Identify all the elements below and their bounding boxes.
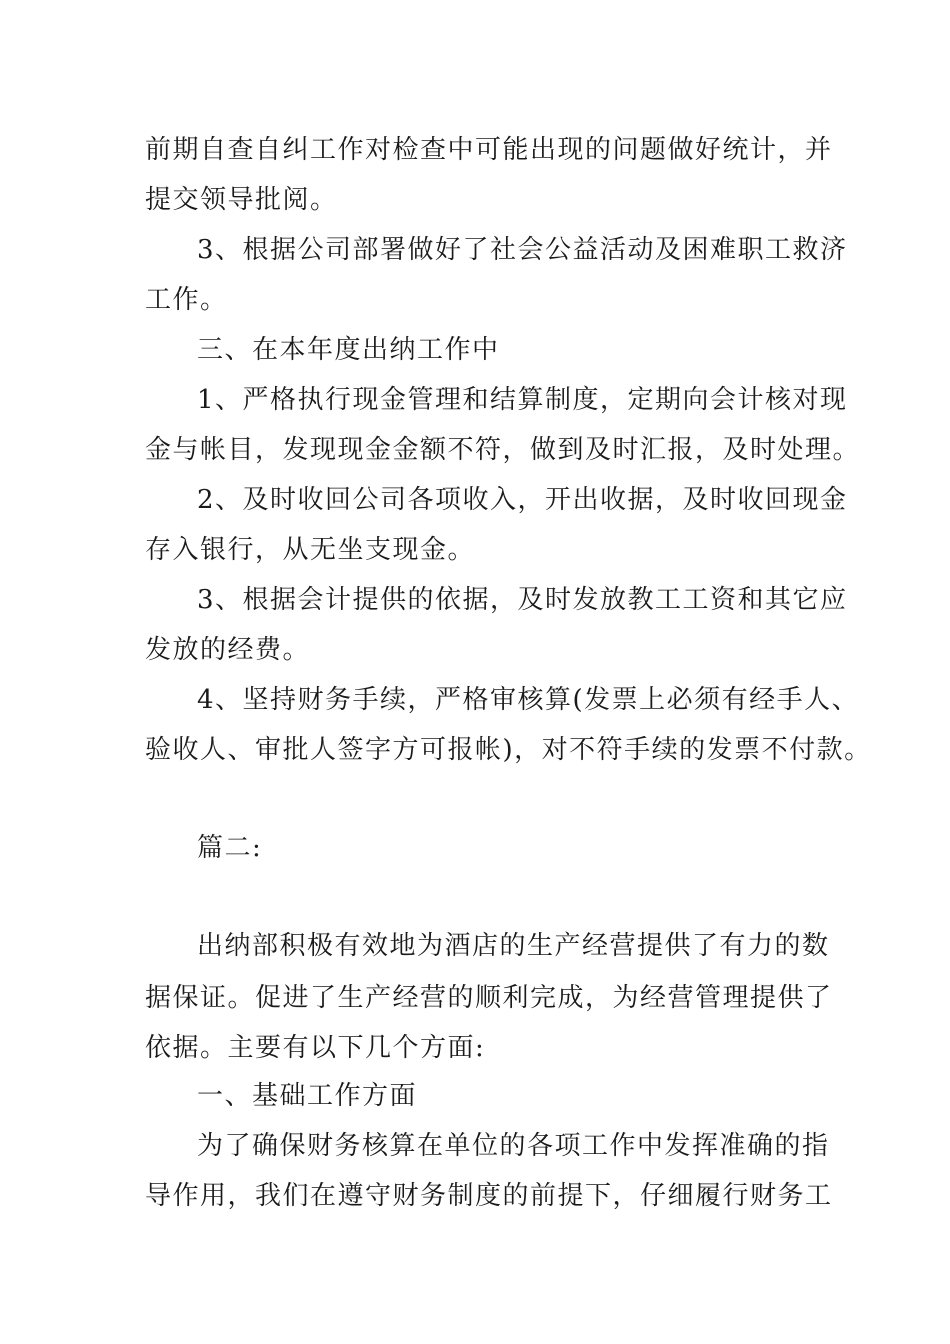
- text-line: 3、根据会计提供的依据，及时发放教工工资和其它应: [197, 585, 848, 615]
- section-heading: 一、基础工作方面: [197, 1081, 418, 1111]
- text-line: 导作用，我们在遵守财务制度的前提下，仔细履行财务工: [145, 1181, 833, 1211]
- text-line: 存入银行，从无坐支现金。: [145, 535, 476, 565]
- text-line: 3、根据公司部署做好了社会公益活动及困难职工救济: [197, 235, 848, 265]
- text-line: 4、坚持财务手续，严格审核算(发票上必须有经手人、: [197, 685, 860, 715]
- section-heading: 三、在本年度出纳工作中: [197, 335, 500, 365]
- text-line: 为了确保财务核算在单位的各项工作中发挥准确的指: [197, 1131, 830, 1161]
- part-heading: 篇二:: [197, 833, 263, 863]
- text-line: 金与帐目，发现现金金额不符，做到及时汇报，及时处理。: [145, 435, 861, 465]
- text-line: 提交领导批阅。: [145, 185, 338, 215]
- text-line: 工作。: [145, 285, 228, 315]
- text-line: 依据。主要有以下几个方面:: [145, 1033, 486, 1063]
- text-line: 出纳部积极有效地为酒店的生产经营提供了有力的数: [197, 931, 830, 961]
- text-line: 据保证。促进了生产经营的顺利完成，为经营管理提供了: [145, 983, 833, 1013]
- text-line: 前期自查自纠工作对检查中可能出现的问题做好统计，并: [145, 135, 833, 165]
- text-line: 验收人、审批人签字方可报帐)，对不符手续的发票不付款。: [145, 735, 872, 765]
- text-line: 2、及时收回公司各项收入，开出收据，及时收回现金: [197, 485, 848, 515]
- text-line: 1、严格执行现金管理和结算制度，定期向会计核对现: [197, 385, 848, 415]
- text-line: 发放的经费。: [145, 635, 311, 665]
